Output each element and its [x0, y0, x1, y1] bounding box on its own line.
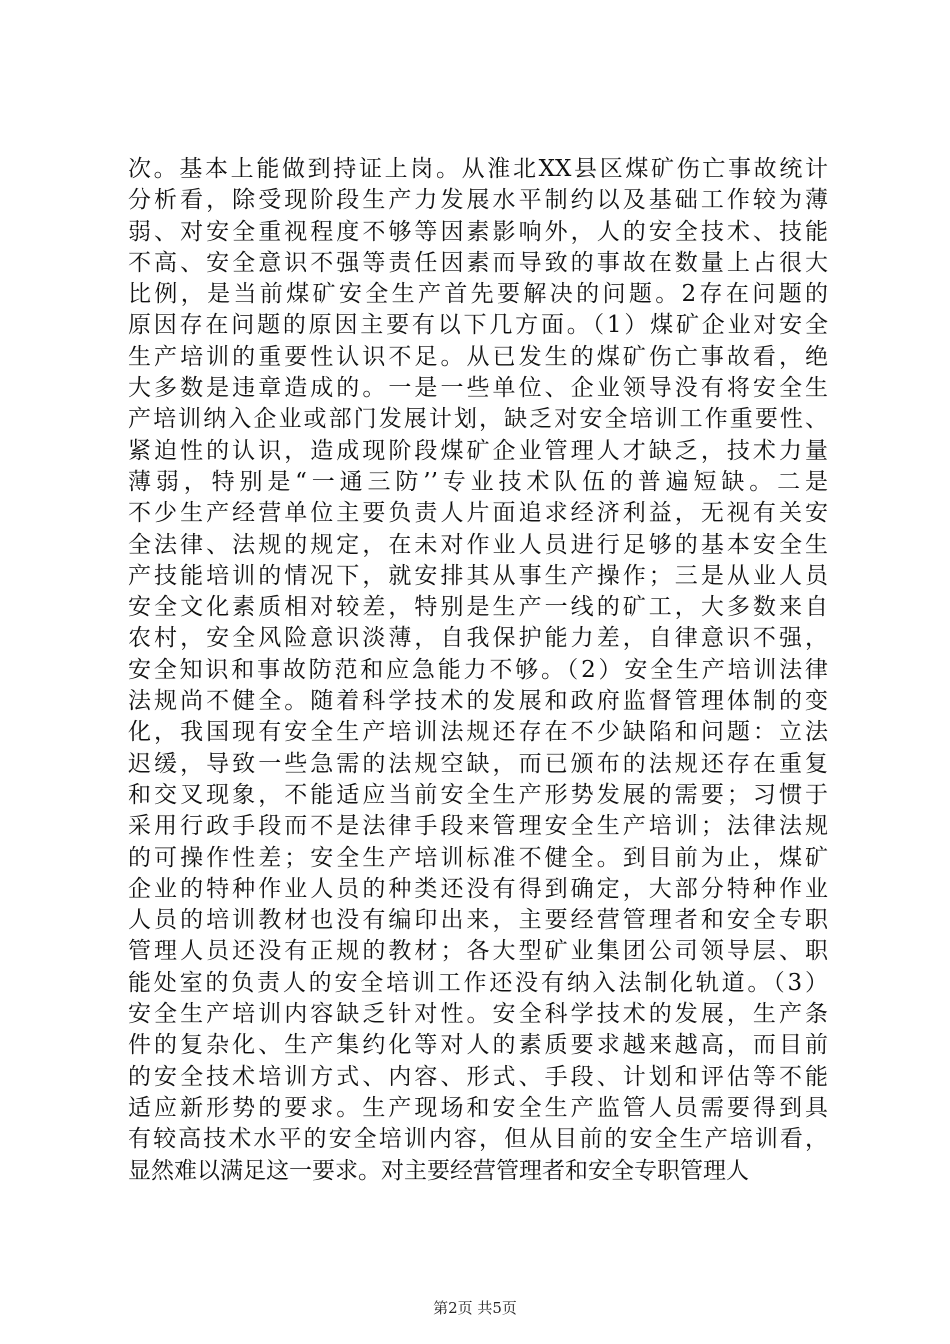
text-line: 不少生产经营单位主要负责人片面追求经济利益，无视有关安	[128, 500, 828, 527]
text-line: 安全知识和事故防范和应急能力不够。（2）安全生产培训法律	[128, 656, 828, 683]
text-line: 产技能培训的情况下，就安排其从事生产操作；三是从业人员	[128, 562, 828, 589]
text-line: 件的复杂化、生产集约化等对人的素质要求越来越高，而目前	[128, 1032, 828, 1059]
text-line: 的可操作性差；安全生产培训标准不健全。到目前为止，煤矿	[128, 844, 828, 871]
text-line: 薄弱，特别是“一通三防’’专业技术队伍的普遍短缺。二是	[128, 468, 828, 495]
text-line: 安全生产培训内容缺乏针对性。安全科学技术的发展，生产条	[128, 1001, 828, 1028]
text-line: 全法律、法规的规定，在未对作业人员进行足够的基本安全生	[128, 531, 828, 558]
text-line: 企业的特种作业人员的种类还没有得到确定，大部分特种作业	[128, 875, 828, 902]
page-footer: 第2页 共5页	[433, 1299, 517, 1317]
text-line: 管理人员还没有正规的教材；各大型矿业集团公司领导层、职	[128, 938, 828, 965]
text-line: 适应新形势的要求。生产现场和安全生产监管人员需要得到具	[128, 1094, 828, 1121]
text-line: 紧迫性的认识，造成现阶段煤矿企业管理人才缺乏，技术力量	[128, 437, 828, 464]
text-line: 显然难以满足这一要求。对主要经营管理者和安全专职管理人	[128, 1157, 749, 1184]
text-line: 的安全技术培训方式、内容、形式、手段、计划和评估等不能	[128, 1063, 828, 1090]
text-line: 采用行政手段而不是法律手段来管理安全生产培训；法律法规	[128, 813, 828, 840]
text-line: 产培训纳入企业或部门发展计划，缺乏对安全培训工作重要性、	[128, 406, 828, 433]
text-line: 生产培训的重要性认识不足。从已发生的煤矿伤亡事故看，绝	[128, 343, 828, 370]
text-line: 不高、安全意识不强等责任因素而导致的事故在数量上占很大	[128, 249, 828, 276]
text-line: 比例，是当前煤矿安全生产首先要解决的问题。2存在问题的	[128, 281, 828, 308]
text-line: 能处室的负责人的安全培训工作还没有纳入法制化轨道。（3）	[128, 969, 828, 996]
text-line: 次。基本上能做到持证上岗。从淮北XX县区煤矿伤亡事故统计	[128, 156, 828, 182]
text-line: 原因存在问题的原因主要有以下几方面。（1）煤矿企业对安全	[128, 312, 828, 339]
text-line: 弱、对安全重视程度不够等因素影响外，人的安全技术、技能	[128, 218, 828, 245]
text-line: 分析看，除受现阶段生产力发展水平制约以及基础工作较为薄	[128, 187, 828, 214]
text-line: 安全文化素质相对较差，特别是生产一线的矿工，大多数来自	[128, 594, 828, 621]
text-line: 迟缓，导致一些急需的法规空缺，而已颁布的法规还存在重复	[128, 750, 828, 777]
text-line: 农村，安全风险意识淡薄，自我保护能力差，自律意识不强，	[128, 625, 828, 652]
body-text	[128, 154, 828, 1187]
text-line: 法规尚不健全。随着科学技术的发展和政府监督管理体制的变	[128, 688, 828, 715]
text-line: 和交叉现象，不能适应当前安全生产形势发展的需要；习惯于	[128, 781, 828, 808]
text-line: 有较高技术水平的安全培训内容，但从目前的安全生产培训看，	[128, 1126, 828, 1153]
text-line: 化，我国现有安全生产培训法规还存在不少缺陷和问题：立法	[128, 719, 828, 746]
text-line: 大多数是违章造成的。一是一些单位、企业领导没有将安全生	[128, 375, 828, 402]
text-line: 人员的培训教材也没有编印出来，主要经营管理者和安全专职	[128, 907, 828, 934]
